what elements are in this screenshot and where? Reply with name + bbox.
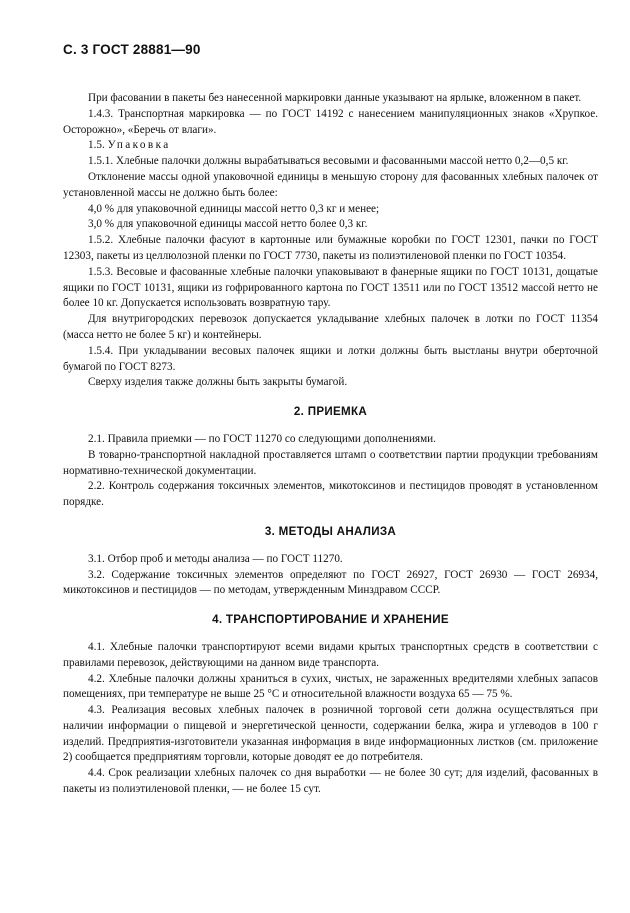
document-body xyxy=(63,91,598,798)
list-item: 4,0 % для упаковочной единицы массой нетто 0,3 кг и менее; xyxy=(88,202,380,215)
paragraph: Отклонение массы одной упаковочной единицы в меньшую сторону для фасованных хлебных палочек от установленной массы не должно быть более: xyxy=(63,170,598,199)
paragraph: 1.5.4. При укладывании весовых палочек ящики и лотки должны быть выстланы внутри оберточной бумагой по ГОСТ 8273. xyxy=(63,344,598,373)
paragraph: 1.5.1. Хлебные палочки должны вырабатываться весовыми и фасованными массой нетто 0,2—0,5 кг. xyxy=(88,155,569,168)
list-item: 3,0 % для упаковочной единицы массой нетто более 0,3 кг. xyxy=(88,218,368,231)
paragraph: 1.4.3. Транспортная маркировка — по ГОСТ 14192 с нанесением манипуляционных знаков «Хрупкое. Осторожно», «Беречь от влаги». xyxy=(63,107,598,136)
paragraph: 4.3. Реализация весовых хлебных палочек в розничной торговой сети должна осуществляться при наличии информации о пищевой и энергетической ценности, содержании белка, жира и углеводов в 100 г изделий. Предприятия-изготовители указанная информация в виде информационных листков (см. приложение 2) сообщается предприятиям торговли, которые доводят ее до потребителя. xyxy=(63,704,598,764)
paragraph: 1.5.2. Хлебные палочки фасуют в картонные или бумажные коробки по ГОСТ 12301, пачки по ГОСТ 12303, пакеты из целлюлозной пленки по ГОСТ 7730, пакеты из полиэтиленовой пленки по ГОСТ 10354. xyxy=(63,234,598,262)
paragraph: Для внутригородских перевозок допускается укладывание хлебных палочек в лотки по ГОСТ 11354 (масса нетто не более 5 кг) и контейнеры. xyxy=(63,313,598,341)
page-header: С. 3 ГОСТ 28881—90 xyxy=(63,42,201,57)
paragraph: При фасовании в пакеты без нанесенной маркировки данные указывают на ярлыке, вложенном в пакет. xyxy=(88,92,582,104)
paragraph: Сверху изделия также должны быть закрыты бумагой. xyxy=(88,376,348,389)
section-heading-methods: 3. МЕТОДЫ АНАЛИЗА xyxy=(264,524,397,538)
section-heading-transport: 4. ТРАНСПОРТИРОВАНИЕ И ХРАНЕНИЕ xyxy=(212,613,449,627)
subsection-name: Упаковка xyxy=(107,139,171,152)
paragraph: 4.4. Срок реализации хлебных палочек со дня выработки — не более 30 сут; для изделий, фасованных в пакеты из полиэтиленовой пленки, — не более 15 сут. xyxy=(63,767,598,796)
paragraph: 2.1. Правила приемки — по ГОСТ 11270 со следующими дополнениями. xyxy=(88,432,436,445)
paragraph: 1.5.3. Весовые и фасованные хлебные палочки упаковывают в фанерные ящики по ГОСТ 10131, дощатые ящики по ГОСТ 10131, ящики из гофрированного картона по ГОСТ 13511 или по ГОСТ 13512 массой нетто не более 10 кг. Допускается использовать возвратную тару. xyxy=(63,265,598,310)
paragraph: 3.1. Отбор проб и методы анализа — по ГОСТ 11270. xyxy=(88,552,343,565)
paragraph: 4.2. Хлебные палочки должны храниться в сухих, чистых, не зараженных вредителями хлебных запасов помещениях, при температуре не выше 25 °С и относительной влажности воздуха 65 — 75 %. xyxy=(63,672,598,701)
paragraph: 4.1. Хлебные палочки транспортируют всеми видами крытых транспортных средств в соответствии с правилами перевозок, действующими на данном виде транспорта. xyxy=(63,640,598,669)
paragraph: 3.2. Содержание токсичных элементов определяют по ГОСТ 26927, ГОСТ 26930 — ГОСТ 26934, микотоксинов и пестицидов — по методам, утвержденным Минздравом СССР. xyxy=(63,568,598,597)
paragraph: В товарно-транспортной накладной проставляется штамп о соответствии партии продукции требованиям нормативно-технической документации. xyxy=(63,448,598,477)
subsection-title xyxy=(63,138,598,154)
section-heading-acceptance: 2. ПРИЕМКА xyxy=(293,405,368,419)
subsection-number: 1.5. xyxy=(88,139,105,152)
paragraph: 2.2. Контроль содержания токсичных элементов, микотоксинов и пестицидов проводят в установленном порядке. xyxy=(63,480,598,509)
